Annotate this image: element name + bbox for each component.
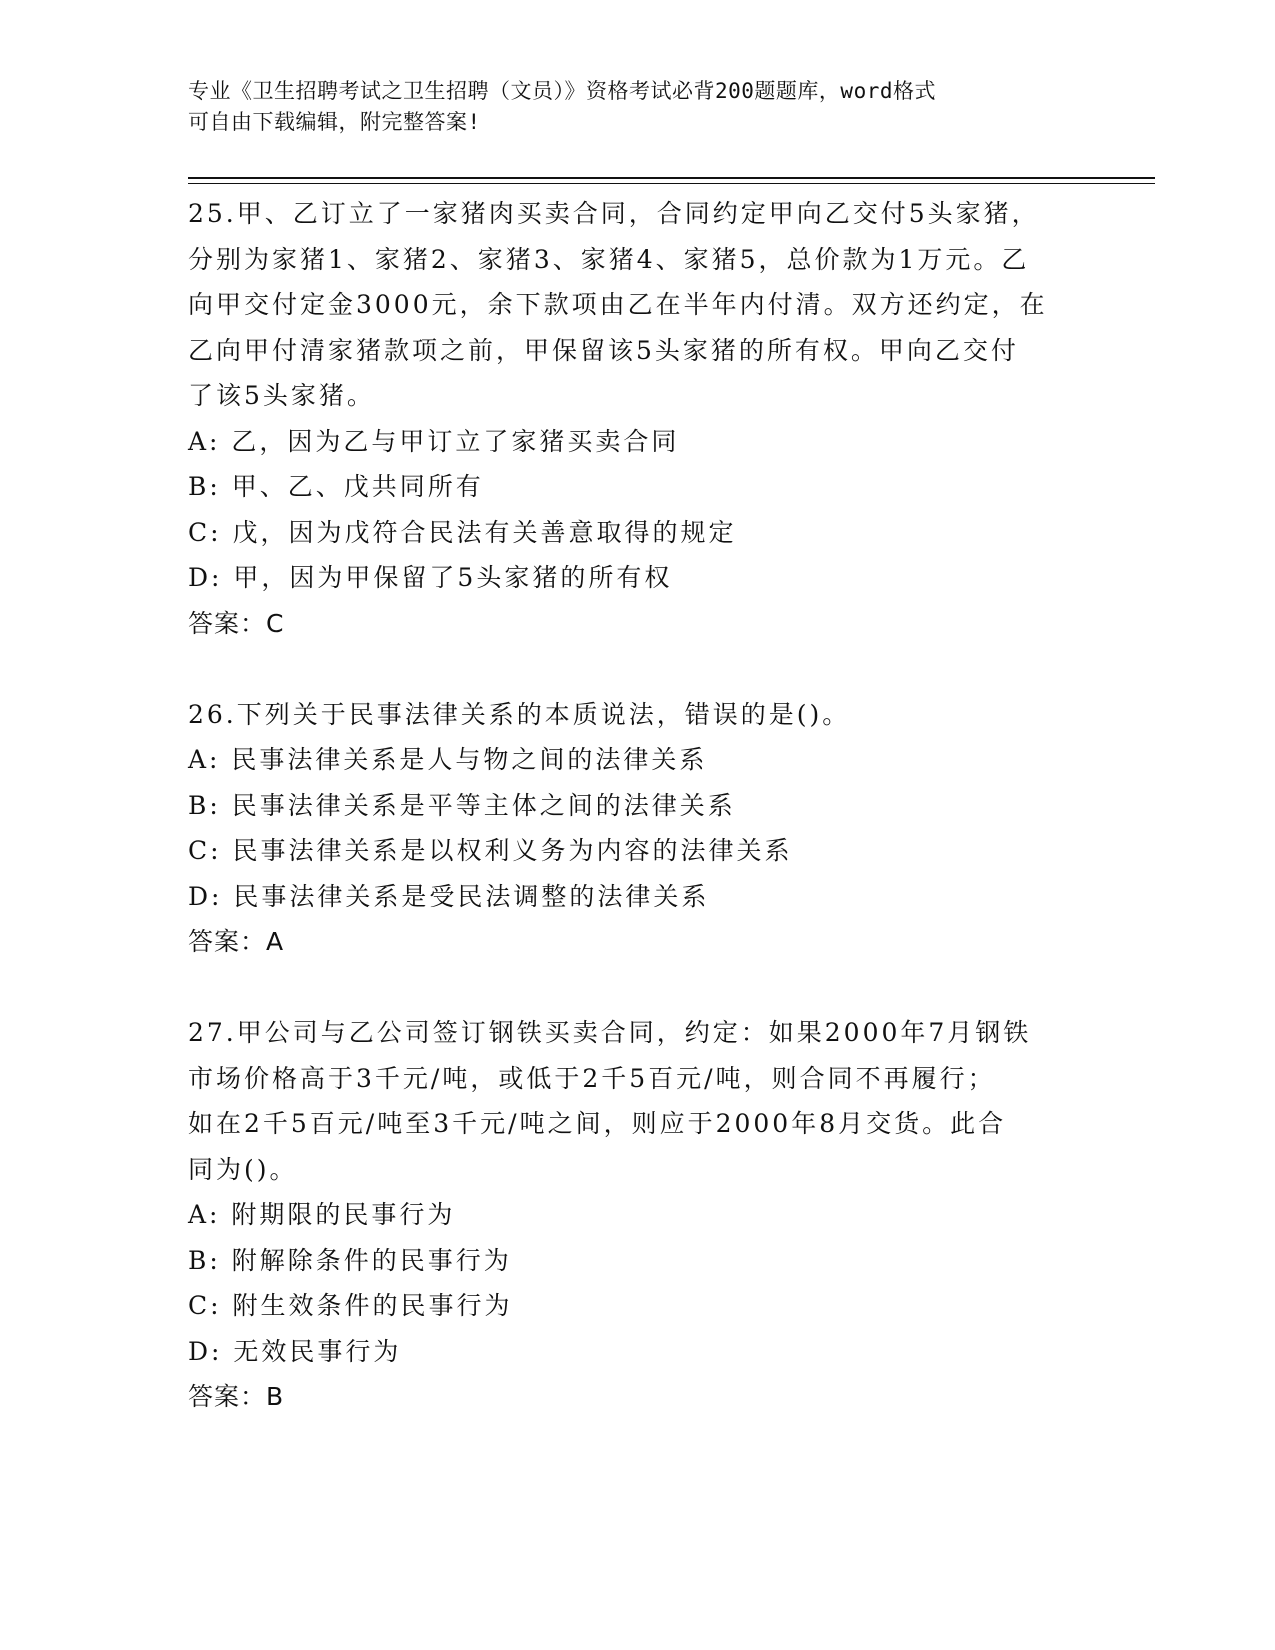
option-d: D: 无效民事行为 (188, 1336, 402, 1366)
header-divider-thick (188, 177, 1155, 179)
option-b: B: 甲、乙、戊共同所有 (188, 472, 484, 501)
question-text-line: 市场价格高于3千元/吨，或低于2千5百元/吨，则合同不再履行； (188, 1063, 996, 1093)
option-d: D: 甲，因为甲保留了5头家猪的所有权 (188, 563, 673, 592)
question-spacer (188, 965, 1088, 1011)
question-text-line: 了该5头家猪。 (188, 381, 375, 410)
option-a: A: 乙，因为乙与甲订立了家猪买卖合同 (188, 426, 680, 456)
answer-line: 答案：A (188, 927, 285, 956)
question-text-line: 26.下列关于民事法律关系的本质说法，错误的是()。 (188, 699, 851, 729)
option-b: B: 民事法律关系是平等主体之间的法律关系 (188, 790, 736, 820)
answer-line: 答案：B (188, 1382, 285, 1411)
question-26 (188, 692, 1088, 965)
question-spacer (188, 646, 1088, 692)
answer-line: 答案：C (188, 608, 285, 638)
option-b: B: 附解除条件的民事行为 (188, 1245, 512, 1275)
option-c: C: 民事法律关系是以权利义务为内容的法律关系 (188, 836, 793, 865)
question-text-line: 27.甲公司与乙公司签订钢铁买卖合同，约定：如果2000年7月钢铁 (188, 1018, 1032, 1047)
option-a: A: 附期限的民事行为 (188, 1200, 456, 1229)
question-text-line: 向甲交付定金3000元，余下款项由乙在半年内付清。双方还约定，在 (188, 290, 1048, 319)
header-divider-thin (188, 183, 1155, 184)
question-text-line: 分别为家猪1、家猪2、家猪3、家猪4、家猪5，总价款为1万元。乙 (188, 244, 1030, 274)
option-c: C: 附生效条件的民事行为 (188, 1291, 513, 1320)
question-27 (188, 1010, 1088, 1420)
question-25 (188, 191, 1088, 646)
question-text-line: 同为()。 (188, 1154, 298, 1184)
header-line-1: 专业《卫生招聘考试之卫生招聘（文员）》资格考试必背200题题库，word格式 (188, 79, 936, 103)
question-list (188, 191, 1088, 1420)
question-text-line: 如在2千5百元/吨至3千元/吨之间，则应于2000年8月交货。此合 (188, 1109, 1007, 1138)
option-d: D: 民事法律关系是受民法调整的法律关系 (188, 881, 710, 911)
document-header (188, 76, 1078, 138)
question-text-line: 乙向甲付清家猪款项之前，甲保留该5头家猪的所有权。甲向乙交付 (188, 335, 1019, 365)
option-a: A: 民事法律关系是人与物之间的法律关系 (188, 745, 708, 774)
question-text-line: 25.甲、乙订立了一家猪肉买卖合同，合同约定甲向乙交付5头家猪， (188, 199, 1040, 228)
option-c: C: 戊，因为戊符合民法有关善意取得的规定 (188, 517, 737, 547)
header-line-2: 可自由下载编辑，附完整答案! (188, 110, 481, 134)
